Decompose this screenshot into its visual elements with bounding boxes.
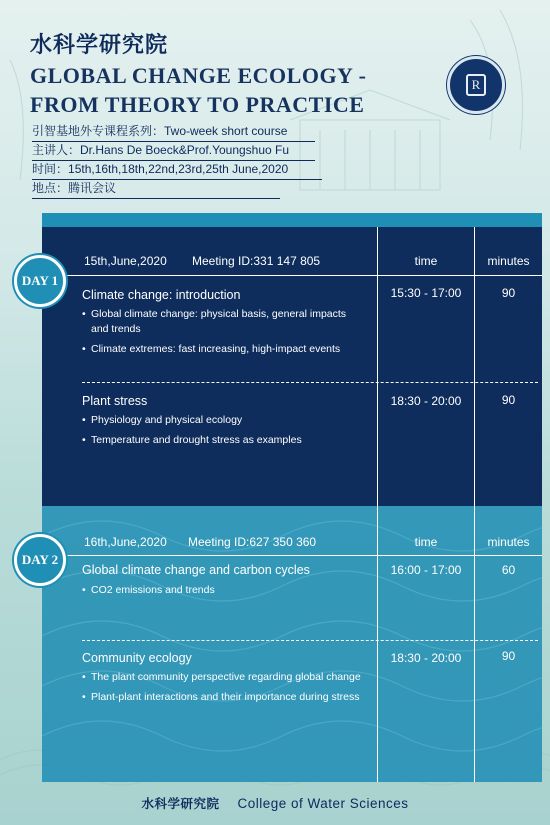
day2-schedule-panel: [42, 506, 542, 782]
session-bullets: [82, 670, 362, 710]
session-time: 18:30 - 20:00: [390, 651, 462, 665]
bullet-item: • CO2 emissions and trends: [82, 583, 362, 598]
footer: [0, 794, 550, 812]
header-divider: [42, 275, 542, 276]
day2-time-header: time: [414, 535, 438, 549]
day1-meeting-id: Meeting ID:331 147 805: [192, 254, 321, 268]
day1-minutes-header: minutes: [487, 254, 530, 268]
bullet-item: • Plant-plant interactions and their importance during stress: [82, 690, 362, 705]
seal-emblem-icon: R: [466, 74, 486, 96]
info-time: 时间：15th,16th,18th,22nd,23rd,25th June,2020: [32, 161, 322, 180]
info-lecturer: 主讲人：Dr.Hans De Boeck&Prof.Youngshuo Fu: [32, 142, 315, 161]
day2-minutes-header: minutes: [487, 535, 530, 549]
day2-date: 16th,June,2020: [84, 535, 167, 549]
header: [30, 28, 400, 119]
course-title-line-2: FROM THEORY TO PRACTICE: [30, 92, 365, 117]
university-seal-logo: [447, 56, 505, 114]
bullet-item: • Temperature and drought stress as examples: [82, 433, 362, 448]
info-location: 地点：腾讯会议: [32, 180, 280, 199]
bullet-item: • The plant community perspective regarding global change: [82, 670, 362, 685]
header-divider: [42, 555, 542, 556]
bullet-item: • Physiology and physical ecology: [82, 413, 362, 428]
course-title: [30, 61, 410, 119]
day1-schedule-panel: [42, 213, 542, 506]
session-topic: Community ecology: [82, 651, 192, 665]
info-series: 引智基地外专课程系列：Two-week short course: [32, 123, 315, 142]
institution-title-cn: 水科学研究院: [30, 33, 169, 58]
session-bullets: [82, 583, 362, 603]
day1-time-header: time: [414, 254, 438, 268]
day2-meeting-id: Meeting ID:627 350 360: [188, 535, 317, 549]
session-minutes: 60: [501, 563, 516, 577]
course-info: [32, 123, 322, 199]
footer-institution-cn: 水科学研究院: [141, 796, 220, 811]
session-minutes: 90: [501, 649, 516, 663]
bullet-item: • Global climate change: physical basis, general impacts and trends: [82, 307, 357, 337]
session-time: 18:30 - 20:00: [390, 394, 462, 408]
session-minutes: 90: [501, 286, 516, 300]
day1-date: 15th,June,2020: [84, 254, 167, 268]
session-separator: [82, 382, 538, 383]
session-minutes: 90: [501, 393, 516, 407]
session-bullets: [82, 413, 362, 453]
session-topic: Global climate change and carbon cycles: [82, 563, 310, 577]
session-bullets: [82, 307, 357, 362]
day2-badge: DAY 2: [14, 534, 66, 586]
day1-badge: DAY 1: [14, 255, 66, 307]
column-divider: [377, 227, 378, 506]
session-topic: Climate change: introduction: [82, 288, 241, 302]
column-divider: [474, 227, 475, 506]
session-separator: [82, 640, 538, 641]
bullet-item: • Climate extremes: fast increasing, high-impact events: [82, 342, 357, 357]
course-title-line-1: GLOBAL CHANGE ECOLOGY -: [30, 63, 367, 88]
session-time: 15:30 - 17:00: [390, 286, 462, 300]
footer-institution-en: College of Water Sciences: [237, 796, 409, 811]
session-time: 16:00 - 17:00: [390, 563, 462, 577]
session-topic: Plant stress: [82, 394, 148, 408]
